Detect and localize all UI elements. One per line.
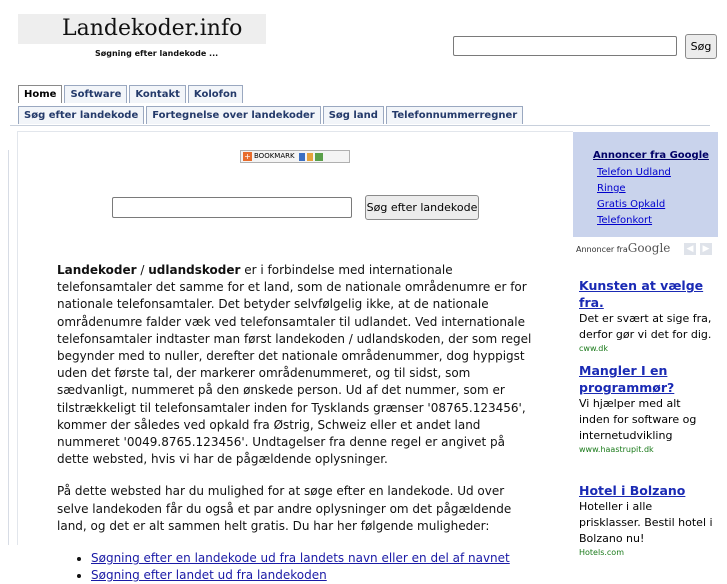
tab-kontakt[interactable]: Kontakt — [129, 85, 186, 103]
ad-link-telefon-udland[interactable]: Telefon Udland — [597, 167, 671, 178]
ad-unit[interactable] — [579, 277, 714, 354]
content-border-left — [17, 131, 18, 545]
ad-unit[interactable] — [579, 482, 714, 558]
google-wordmark: Google — [627, 241, 671, 255]
header-search-button[interactable]: Søg — [685, 34, 717, 59]
content-border-top — [17, 131, 573, 132]
site-logo[interactable]: Landekoder.info — [62, 16, 243, 41]
bookmark-label: BOOKMARK — [254, 152, 295, 160]
google-ad-links-box — [573, 132, 718, 237]
left-divider — [8, 150, 9, 545]
ad-url[interactable]: Hotels.com — [579, 548, 624, 557]
options-paragraph: På dette websted har du mulighed for at søge efter en landekode. Ud over selve landekoden får du også et par andre oplysninger om det pågældende land, og det er alt sammen helt gratis. Du har her følgende muligheder: — [57, 484, 512, 533]
main-tabs — [18, 85, 243, 103]
intro-separator: / — [136, 263, 149, 277]
ad-next-arrow-icon[interactable]: ▶ — [700, 243, 712, 255]
tab-kolofon[interactable]: Kolofon — [188, 85, 243, 103]
ad-title[interactable]: Hotel i Bolzano — [579, 483, 686, 498]
search-by-code-link[interactable]: Søgning efter landet ud fra landekoden — [91, 568, 327, 583]
ad-prev-arrow-icon[interactable]: ◀ — [684, 243, 696, 255]
ad-body: Hoteller i alle prisklasser. Bestil hotel i Bolzano nu! — [579, 500, 713, 545]
ad-body: Vi hjælper med alt inden for software og internetudvikling — [579, 397, 697, 442]
country-code-search-button[interactable]: Søg efter landekode — [365, 195, 479, 220]
tab-home[interactable]: Home — [18, 85, 62, 103]
search-by-name-link[interactable]: Søgning efter en landekode ud fra landets navn eller en del af navnet — [91, 551, 510, 566]
intro-text: er i forbindelse med internationale telefonsamtaler det samme for et land, som de nationale områdenumre er for nationale telefonsamtaler. Det betyder selvfølgelig ikke, at de nationale områdenumre falder væk ved telefonsamtaler til udlandet. Ved internationale telefonsamtaler indtaster man først landekoden / udlandskoden, der som regel begynder med to nuller, derefter det nationale områdenummer, dog hyppigst uden det første tal, der markerer områdenummeret, og til sidst, som sædvanligt, nummeret på den ønskede person. Ud af det nummer, som er tilstrækkeligt til telefonsamtaler inden for Tysklands grænser '08765.123456', kommer der således ved opkald fra Østrig, Schweiz eller et andet land nummeret '0049.8765.123456'. Undtagelser fra denne regel er angivet på dette websted, hvis vi har de pågældende oplysninger. — [57, 263, 532, 467]
ad-link-telefonkort[interactable]: Telefonkort — [597, 215, 653, 226]
nav-divider — [10, 125, 710, 126]
ad-link-gratis-opkald[interactable]: Gratis Opkald — [597, 199, 666, 210]
subtab-search-country[interactable]: Søg land — [323, 106, 384, 124]
ad-sidebar — [573, 132, 718, 557]
ad-url[interactable]: cww.dk — [579, 344, 609, 353]
intro-keyword-1: Landekoder — [57, 263, 137, 277]
ad-url[interactable]: www.haastrupit.dk — [579, 445, 654, 454]
ad-link-ringe[interactable]: Ringe — [597, 183, 626, 194]
ad-title[interactable]: Mangler I en programmør? — [579, 363, 675, 395]
subtab-code-list[interactable]: Fortegnelse over landekoder — [146, 106, 320, 124]
ad-body: Det er svært at sige fra, derfor gør vi det for dig. — [579, 312, 712, 341]
subtab-phone-calculator[interactable]: Telefonnummerregner — [386, 106, 523, 124]
list-item — [91, 550, 537, 567]
site-tagline: Søgning efter landekode ... — [95, 49, 219, 58]
plus-icon: + — [244, 152, 251, 161]
sub-tabs — [18, 106, 523, 124]
options-list — [57, 550, 537, 584]
intro-keyword-2: udlandskoder — [148, 263, 241, 277]
country-code-search-input[interactable] — [112, 197, 352, 218]
article — [57, 262, 537, 584]
ad-unit[interactable] — [579, 362, 714, 455]
tab-software[interactable]: Software — [64, 85, 127, 103]
ads-by-prefix: Annoncer fra — [576, 245, 628, 254]
list-item — [91, 567, 537, 584]
header-search-input[interactable] — [453, 36, 677, 56]
ads-by-google[interactable] — [576, 241, 670, 255]
subtab-search-code[interactable]: Søg efter landekode — [18, 106, 144, 124]
bookmark-button[interactable] — [240, 150, 350, 163]
google-ads-title[interactable]: Annoncer fra Google — [593, 150, 709, 161]
intro-paragraph — [57, 262, 537, 468]
ad-title[interactable]: Kunsten at vælge fra. — [579, 278, 704, 310]
share-icons — [299, 153, 323, 161]
